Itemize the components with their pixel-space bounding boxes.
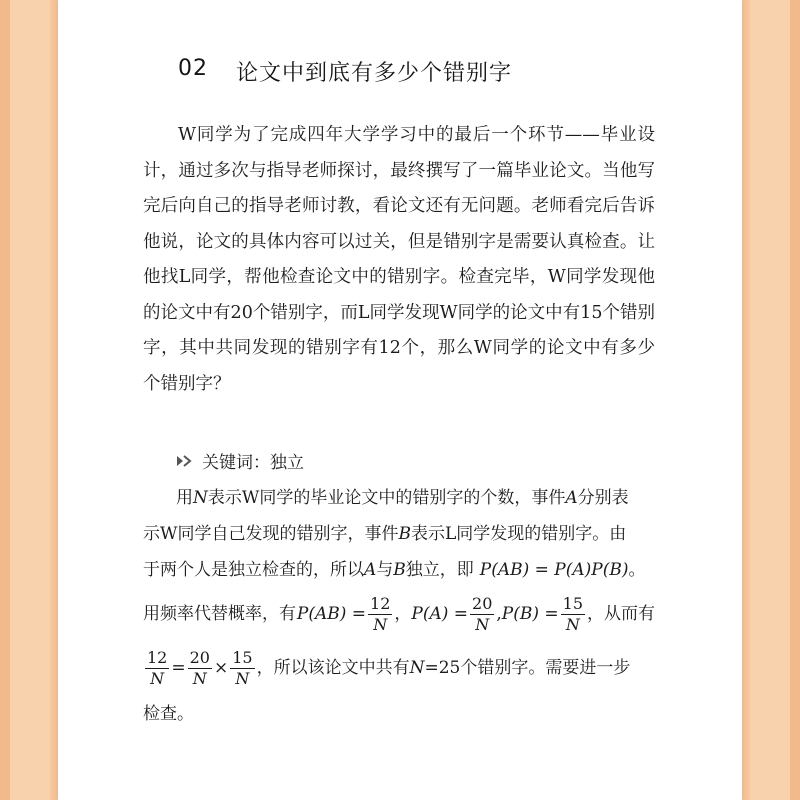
fraction-15-n (230, 647, 254, 688)
answer-paragraph (143, 480, 655, 732)
story-paragraph (143, 118, 655, 402)
answer-line (143, 552, 655, 588)
border-stripe-inner-right (750, 0, 790, 800)
answer-text: ， (394, 604, 412, 624)
answer-text: 。 (628, 560, 646, 580)
answer-text: , (496, 604, 502, 624)
answer-text: 示W同学自己发现的错别字，事件 (143, 524, 399, 544)
answer-text: 于两个人是独立检查的，所以 (143, 560, 364, 580)
fraction-20-n (470, 593, 494, 634)
border-stripe-outer-left (0, 0, 10, 800)
variable-a: A (565, 488, 578, 508)
answer-line (143, 640, 655, 696)
variable-b: B (398, 524, 411, 544)
fraction-12-n (145, 647, 169, 688)
fraction-12-n (368, 593, 392, 634)
answer-text: 用频率代替概率，有 (143, 604, 296, 624)
fraction-denominator: N (373, 614, 388, 634)
answer-line (143, 696, 655, 732)
variable-a: A (364, 560, 377, 580)
fraction-15-n (561, 593, 585, 634)
story-text: W同学为了完成四年大学学习中的最后一个环节——毕业设计，通过多次与指导老师探讨，最终撰写了一篇毕业论文。当他写完后向自己的指导老师讨教，看论文还有无问题。老师看完后告诉他说，论文的具体内容可以过关，但是错别字是需要认真检查。让他找L同学，帮他检查论文中的错别字。检查完毕，W同学发现他的论文中有20个错别字，而L同学发现W同学的论文中有15个错别字，其中共同发现的错别字有12个，那么W同学的论文中有多少个错别字？ (143, 125, 655, 394)
fraction-numerator: 15 (562, 593, 583, 613)
answer-line (143, 480, 655, 516)
answer-text: 用 (176, 488, 193, 508)
answer-text: 与 (376, 560, 394, 580)
fraction-20-n (188, 647, 212, 688)
independence-formula: P(AB) = P(A)P(B) (479, 560, 629, 580)
keyword-label: 关键词：独立 (202, 453, 304, 473)
fraction-denominator: N (192, 668, 207, 688)
fraction-denominator: N (565, 614, 580, 634)
border-stripe-inner-left (10, 0, 50, 800)
formula-p-a: P(A) = (411, 604, 469, 624)
answer-text: 检查。 (143, 704, 194, 724)
section-title: 论文中到底有多少个错别字 (236, 61, 513, 86)
answer-text: 分别表 (577, 488, 629, 508)
answer-line (143, 516, 655, 552)
formula-p-ab: P(AB) = (296, 604, 367, 624)
fraction-numerator: 20 (472, 593, 493, 613)
answer-line (143, 588, 655, 640)
answer-text: =25个错别字。需要进一步 (424, 658, 631, 678)
variable-n: N (409, 658, 425, 678)
times-sign: × (213, 658, 229, 678)
answer-text: 独立，即 (405, 560, 474, 580)
border-stripe-outer-right (790, 0, 800, 800)
answer-text: ，从而有 (587, 604, 655, 624)
fraction-numerator: 12 (370, 593, 391, 613)
equals-sign: = (171, 658, 186, 678)
keyword-line (176, 448, 304, 473)
formula-p-b: P(B) = (501, 604, 559, 624)
section-heading (178, 56, 512, 87)
variable-n: N (193, 488, 208, 508)
fraction-denominator: N (150, 668, 165, 688)
fraction-denominator: N (475, 614, 490, 634)
fraction-numerator: 12 (147, 647, 168, 667)
answer-text: ，所以该论文中共有 (256, 658, 410, 678)
answer-text: 表示W同学的毕业论文中的错别字的个数，事件 (207, 488, 566, 508)
variable-b: B (393, 560, 406, 580)
answer-text: 表示L同学发现的错别字。由 (410, 524, 627, 544)
fraction-numerator: 15 (232, 647, 253, 667)
fraction-numerator: 20 (189, 647, 210, 667)
fraction-denominator: N (235, 668, 250, 688)
section-number: 02 (178, 56, 208, 81)
double-arrow-icon (176, 454, 194, 468)
